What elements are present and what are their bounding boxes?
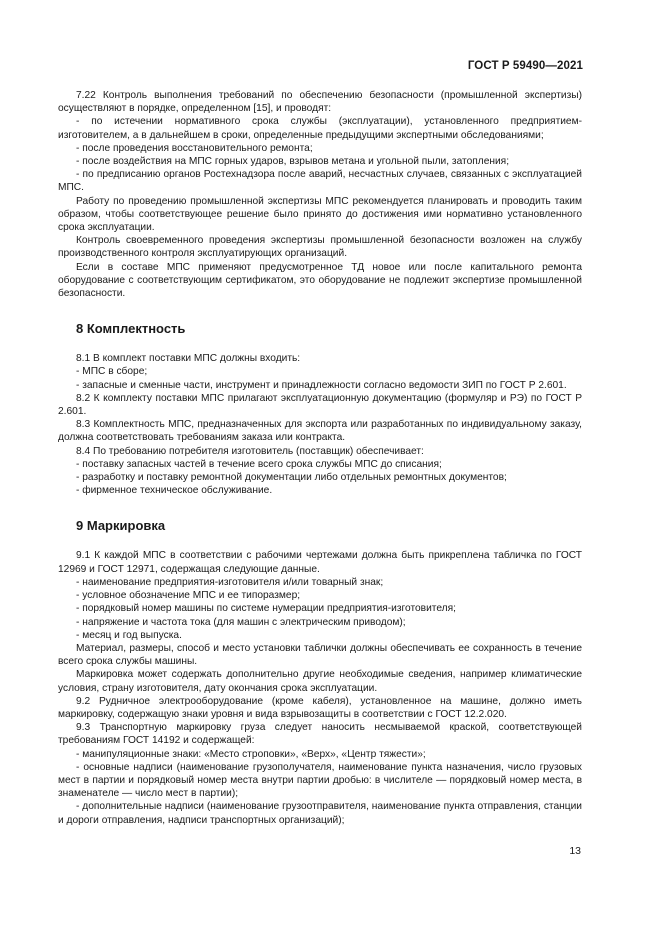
page-number: 13	[569, 845, 581, 857]
section-7-paragraph: Работу по проведению промышленной экспертизы МПС рекомендуется планировать и проводить таким образом, чтобы соответствующее решение было принято до достижения ими нормативно установленного срока эксплуатации.	[58, 195, 582, 234]
section-7-list-item: - после проведения восстановительного ремонта;	[76, 142, 313, 154]
section-9-list-item: - напряжение и частота тока (для машин с электрическим приводом);	[76, 616, 406, 628]
document-standard-id: ГОСТ Р 59490—2021	[467, 60, 583, 72]
section-8-paragraph: 8.1 В комплект поставки МПС должны входить:	[76, 353, 301, 365]
section-9-list-item: - манипуляционные знаки: «Место строповки», «Верх», «Центр тяжести»;	[76, 748, 426, 760]
section-9-paragraph: Материал, размеры, способ и место установки таблички должны обеспечивать ее сохранность в течение всего срока службы машины.	[58, 642, 582, 668]
section-8-list-item: - фирменное техническое обслуживание.	[76, 485, 273, 497]
section-7-paragraph: Если в составе МПС применяют предусмотренное ТД новое или после капитального ремонта оборудование с соответствующим сертификатом, это оборудование не подлежит экспертизе промышленной безопасности.	[58, 261, 582, 300]
section-9-paragraph: Маркировка может содержать дополнительно другие необходимые сведения, например климатические условия, страну изготовителя, дату окончания срока эксплуатации.	[58, 669, 582, 694]
section-8-paragraph: 8.2 К комплекту поставки МПС прилагают эксплуатационную документацию (формуляр и РЭ) по ГОСТ Р 2.601.	[58, 392, 582, 418]
section-9-list-item: - порядковый номер машины по системе нумерации предприятия-изготовителя;	[76, 603, 456, 615]
document-body	[58, 89, 582, 827]
section-9-list-item: - наименование предприятия-изготовителя и/или товарный знак;	[76, 576, 384, 588]
section-9-content	[58, 549, 582, 826]
section-9-heading: 9 Маркировка	[76, 518, 166, 534]
section-9-paragraph: 9.3 Транспортную маркировку груза следует наносить несмываемой краской, соответствующей требованиям ГОСТ 14192 и содержащей:	[58, 722, 582, 747]
section-8-list-item: - поставку запасных частей в течение всего срока службы МПС до списания;	[76, 458, 442, 470]
section-7-content	[58, 89, 582, 300]
section-8-heading: 8 Комплектность	[76, 321, 186, 337]
section-8-list-item: - разработку и поставку ремонтной документации либо отдельных ремонтных документов;	[76, 472, 507, 484]
section-7-list-item: - после воздействия на МПС горных ударов, взрывов метана и угольной пыли, затопления;	[76, 156, 510, 168]
section-8-list-item: - запасные и сменные части, инструмент и принадлежности согласно ведомости ЗИП по ГОСТ Р 2.601.	[76, 379, 567, 391]
section-9-list-item: - месяц и год выпуска.	[76, 629, 182, 641]
section-7-list-item: - по предписанию органов Ростехнадзора после аварий, несчастных случаев, связанных с эксплуатацией МПС.	[58, 169, 582, 194]
section-9-paragraph: 9.1 К каждой МПС в соответствии с рабочими чертежами должна быть прикреплена табличка по ГОСТ 12969 и ГОСТ 12971, содержащая следующие данные.	[58, 550, 582, 575]
section-8-paragraph: 8.3 Комплектность МПС, предназначенных для экспорта или разработанных по индивидуальному заказу, должна соответствовать требованиям заказа или контракта.	[58, 419, 582, 444]
section-8-paragraph: 8.4 По требованию потребителя изготовитель (поставщик) обеспечивает:	[76, 445, 424, 457]
section-8-list-item: - МПС в сборе;	[76, 366, 148, 378]
section-7-paragraph: Контроль своевременного проведения экспертизы промышленной безопасности возложен на службу производственного контроля эксплуатирующих организаций.	[58, 235, 582, 260]
section-9-paragraph: 9.2 Рудничное электрооборудование (кроме кабеля), установленное на машине, должно иметь маркировку, содержащую знаки уровня и вида взрывозащиты в соответствии с ГОСТ 12.2.020.	[58, 695, 582, 720]
section-7-paragraph: 7.22 Контроль выполнения требований по обеспечению безопасности (промышленной экспертизы) осуществляют в порядке, определенном [15], и проводят:	[58, 90, 582, 115]
section-9-list-item: - условное обозначение МПС и ее типоразмер;	[76, 590, 301, 602]
section-7-list-item: - по истечении нормативного срока службы (эксплуатации), установленного предприятием-изготовителем, а в дальнейшем в сроки, определенные предыдущими экспертными обследованиями;	[58, 116, 582, 141]
section-9-list-item: - дополнительные надписи (наименование грузоотправителя, наименование пункта отправления, станции и дороги отправления, надписи транспортных организаций);	[58, 801, 582, 826]
section-8-content	[58, 352, 582, 497]
section-9-list-item: - основные надписи (наименование грузополучателя, наименование пункта назначения, число грузовых мест в партии и порядковый номер места внутри партии дробью: в числителе — порядковый номер места, в знаменателе — число мест в партии);	[58, 761, 582, 800]
